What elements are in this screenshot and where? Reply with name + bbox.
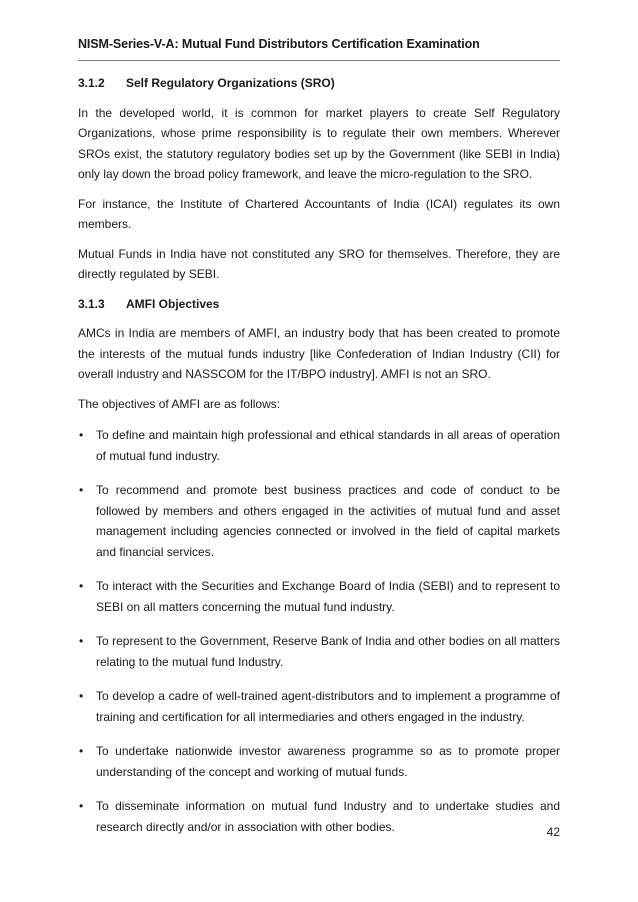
list-item-text: To undertake nationwide investor awareness programme so as to promote proper understanding of the concept and working of mutual funds. bbox=[96, 744, 560, 779]
bullet-icon: • bbox=[79, 579, 84, 593]
bullet-icon: • bbox=[79, 428, 84, 442]
paragraph: In the developed world, it is common for market players to create Self Regulatory Organizations, whose prime responsibility is to regulate their own members. Wherever SROs exist, the statutory regulatory bodies set up by the Government (like SEBI in India) only lay down the broad policy framework, and leave the micro-regulation to the SRO. bbox=[78, 105, 560, 181]
list-item bbox=[78, 686, 560, 727]
list-item bbox=[78, 741, 560, 782]
running-header: NISM-Series-V-A: Mutual Fund Distributors Certification Examination bbox=[78, 37, 480, 51]
list-item bbox=[78, 796, 560, 837]
section-number: 3.1.2 bbox=[78, 76, 105, 90]
list-item bbox=[78, 576, 560, 617]
list-item-text: To interact with the Securities and Exchange Board of India (SEBI) and to represent to SEBI on all matters concerning the mutual fund industry. bbox=[96, 579, 560, 614]
document-page bbox=[78, 0, 560, 902]
bullet-icon: • bbox=[79, 689, 84, 703]
paragraph: The objectives of AMFI are as follows: bbox=[78, 396, 281, 411]
list-item-text: To develop a cadre of well-trained agent-distributors and to implement a programme of training and certification for all intermediaries and others engaged in the industry. bbox=[96, 689, 560, 724]
paragraph: Mutual Funds in India have not constituted any SRO for themselves. Therefore, they are directly regulated by SEBI. bbox=[78, 246, 560, 281]
bullet-icon: • bbox=[79, 634, 84, 648]
bullet-icon: • bbox=[79, 744, 84, 758]
section-title: Self Regulatory Organizations (SRO) bbox=[126, 76, 335, 90]
bullet-icon: • bbox=[79, 483, 84, 497]
list-item-text: To define and maintain high professional and ethical standards in all areas of operation of mutual fund industry. bbox=[96, 428, 560, 463]
section-number: 3.1.3 bbox=[78, 296, 105, 311]
page-content bbox=[78, 73, 560, 851]
list-item-text: To represent to the Government, Reserve Bank of India and other bodies on all matters relating to the mutual fund Industry. bbox=[96, 634, 560, 669]
list-item-text: To recommend and promote best business practices and code of conduct to be followed by members and others engaged in the activities of mutual fund and asset management including agencies connected or involved in the field of capital markets and financial services. bbox=[96, 483, 560, 559]
section-heading-3-1-2 bbox=[78, 73, 560, 94]
list-item bbox=[78, 480, 560, 562]
page-number: 42 bbox=[546, 825, 560, 839]
list-item-text: To disseminate information on mutual fund Industry and to undertake studies and research directly and/or in association with other bodies. bbox=[96, 799, 560, 834]
objectives-list bbox=[78, 425, 560, 837]
bullet-icon: • bbox=[79, 799, 84, 813]
header-divider bbox=[78, 60, 560, 61]
paragraph: AMCs in India are members of AMFI, an industry body that has been created to promote the interests of the mutual funds industry [like Confederation of Indian Industry (CII) for overall industry and NASSCOM for the IT/BPO industry]. AMFI is not an SRO. bbox=[78, 326, 560, 381]
list-item bbox=[78, 631, 560, 672]
section-heading-3-1-3 bbox=[78, 294, 560, 315]
paragraph: For instance, the Institute of Chartered Accountants of India (ICAI) regulates its own members. bbox=[78, 196, 560, 231]
section-title: AMFI Objectives bbox=[126, 296, 220, 311]
list-item bbox=[78, 425, 560, 466]
